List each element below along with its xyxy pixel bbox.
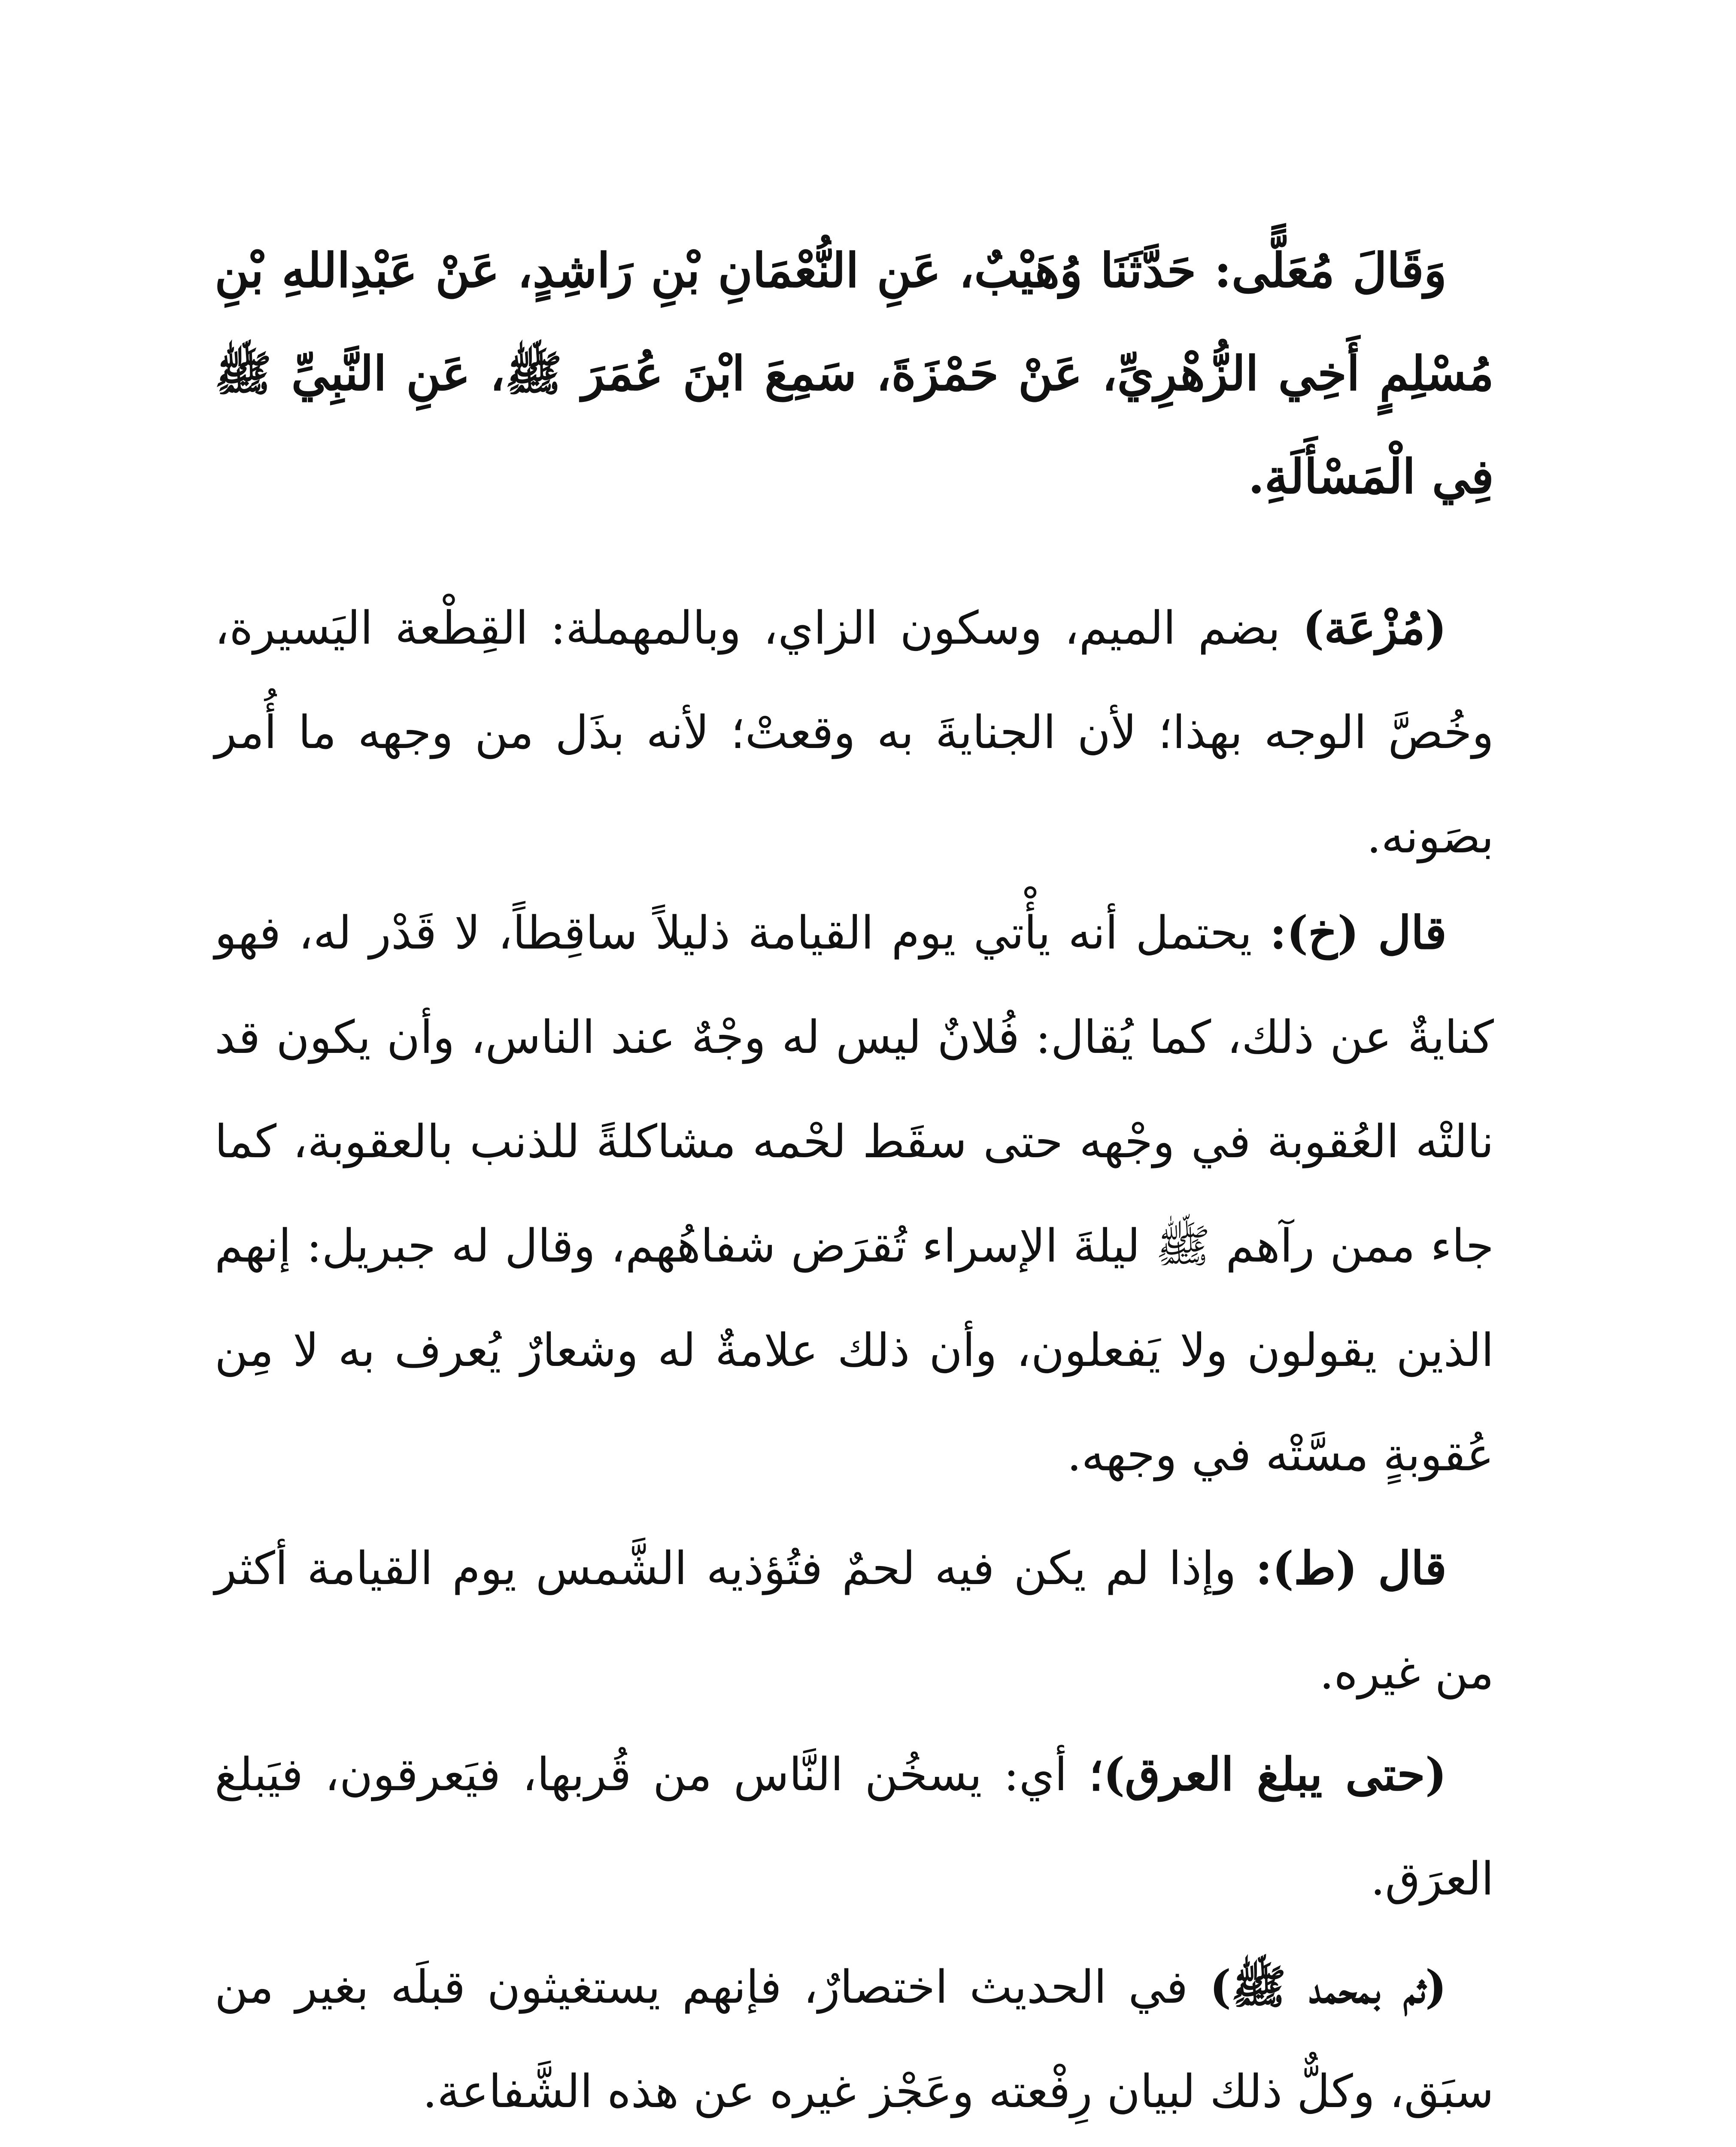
commentary-text: في الحديث اختصارٌ، فإنهم يستغيثون قبلَه بغير من سبَق، وكلٌّ ذلك لبيان رِفْعته وعَجْز غيره عن هذه الشَّفاعة. <box>215 1961 1494 2118</box>
commentary-text: أي: يسخُن النَّاس من قُربها، فيَعرقون، فيَبلغ العرَق. <box>215 1748 1494 1905</box>
commentary-lead: قال (خ): <box>1269 906 1447 959</box>
commentary-paragraph <box>215 1722 1494 1931</box>
commentary-lead: (حتى يبلغ العرق)؛ <box>1089 1747 1447 1801</box>
commentary-paragraph <box>215 880 1494 1507</box>
commentary-lead: (ثم بمحمد ﷺ) <box>1209 1960 1447 2013</box>
hadith-text <box>215 219 1494 528</box>
commentary-text: وإذا لم يكن فيه لحمٌ فتُؤذيه الشَّمس يوم القيامة أكثر من غيره. <box>215 1542 1494 1699</box>
hadith-body: وَقَالَ مُعَلًّى: حَدَّثَنَا وُهَيْبٌ، عَنِ النُّعْمَانِ بْنِ رَاشِدٍ، عَنْ عَبْدِاللهِ بْنِ مُسْلِمٍ أَخِي الزُّهْرِيِّ، عَنْ حَمْزَةَ، سَمِعَ ابْنَ عُمَرَ ﷺ، عَنِ النَّبِيِّ ﷺ فِي الْمَسْأَلَةِ. <box>215 243 1494 504</box>
commentary-paragraph <box>215 575 1494 889</box>
commentary-paragraph <box>215 1516 1494 1725</box>
commentary-lead: (مُزْعَة) <box>1302 601 1447 654</box>
commentary-lead: قال (ط): <box>1255 1541 1447 1595</box>
commentary-text: بضم الميم، وسكون الزاي، وبالمهملة: القِطْعة اليَسيرة، وخُصَّ الوجه بهذا؛ لأن الجنايةَ به وقعتْ؛ لأنه بذَل من وجهه ما أُمر بصَونه. <box>215 602 1494 863</box>
commentary-paragraph <box>215 1934 1494 2144</box>
commentary-paragraph <box>215 2143 1494 2147</box>
commentary-text: يحتمل أنه يأْتي يوم القيامة ذليلاً ساقِطاً، لا قَدْر له، فهو كنايةٌ عن ذلك، كما يُقال: فُلانٌ ليس له وجْهٌ عند الناس، وأن يكون قد نالتْه العُقوبة في وجْهه حتى سقَط لحْمه مشاكلةً للذنب بالعقوبة، كما جاء ممن رآهم ﷺ ليلةَ الإسراء تُقرَض شفاهُهم، وقال له جبريل: إنهم الذين يقولون ولا يَفعلون، وأن ذلك علامةٌ له وشعارٌ يُعرف به لا مِن عُقوبةٍ مسَّتْه في وجهه. <box>215 906 1494 1481</box>
